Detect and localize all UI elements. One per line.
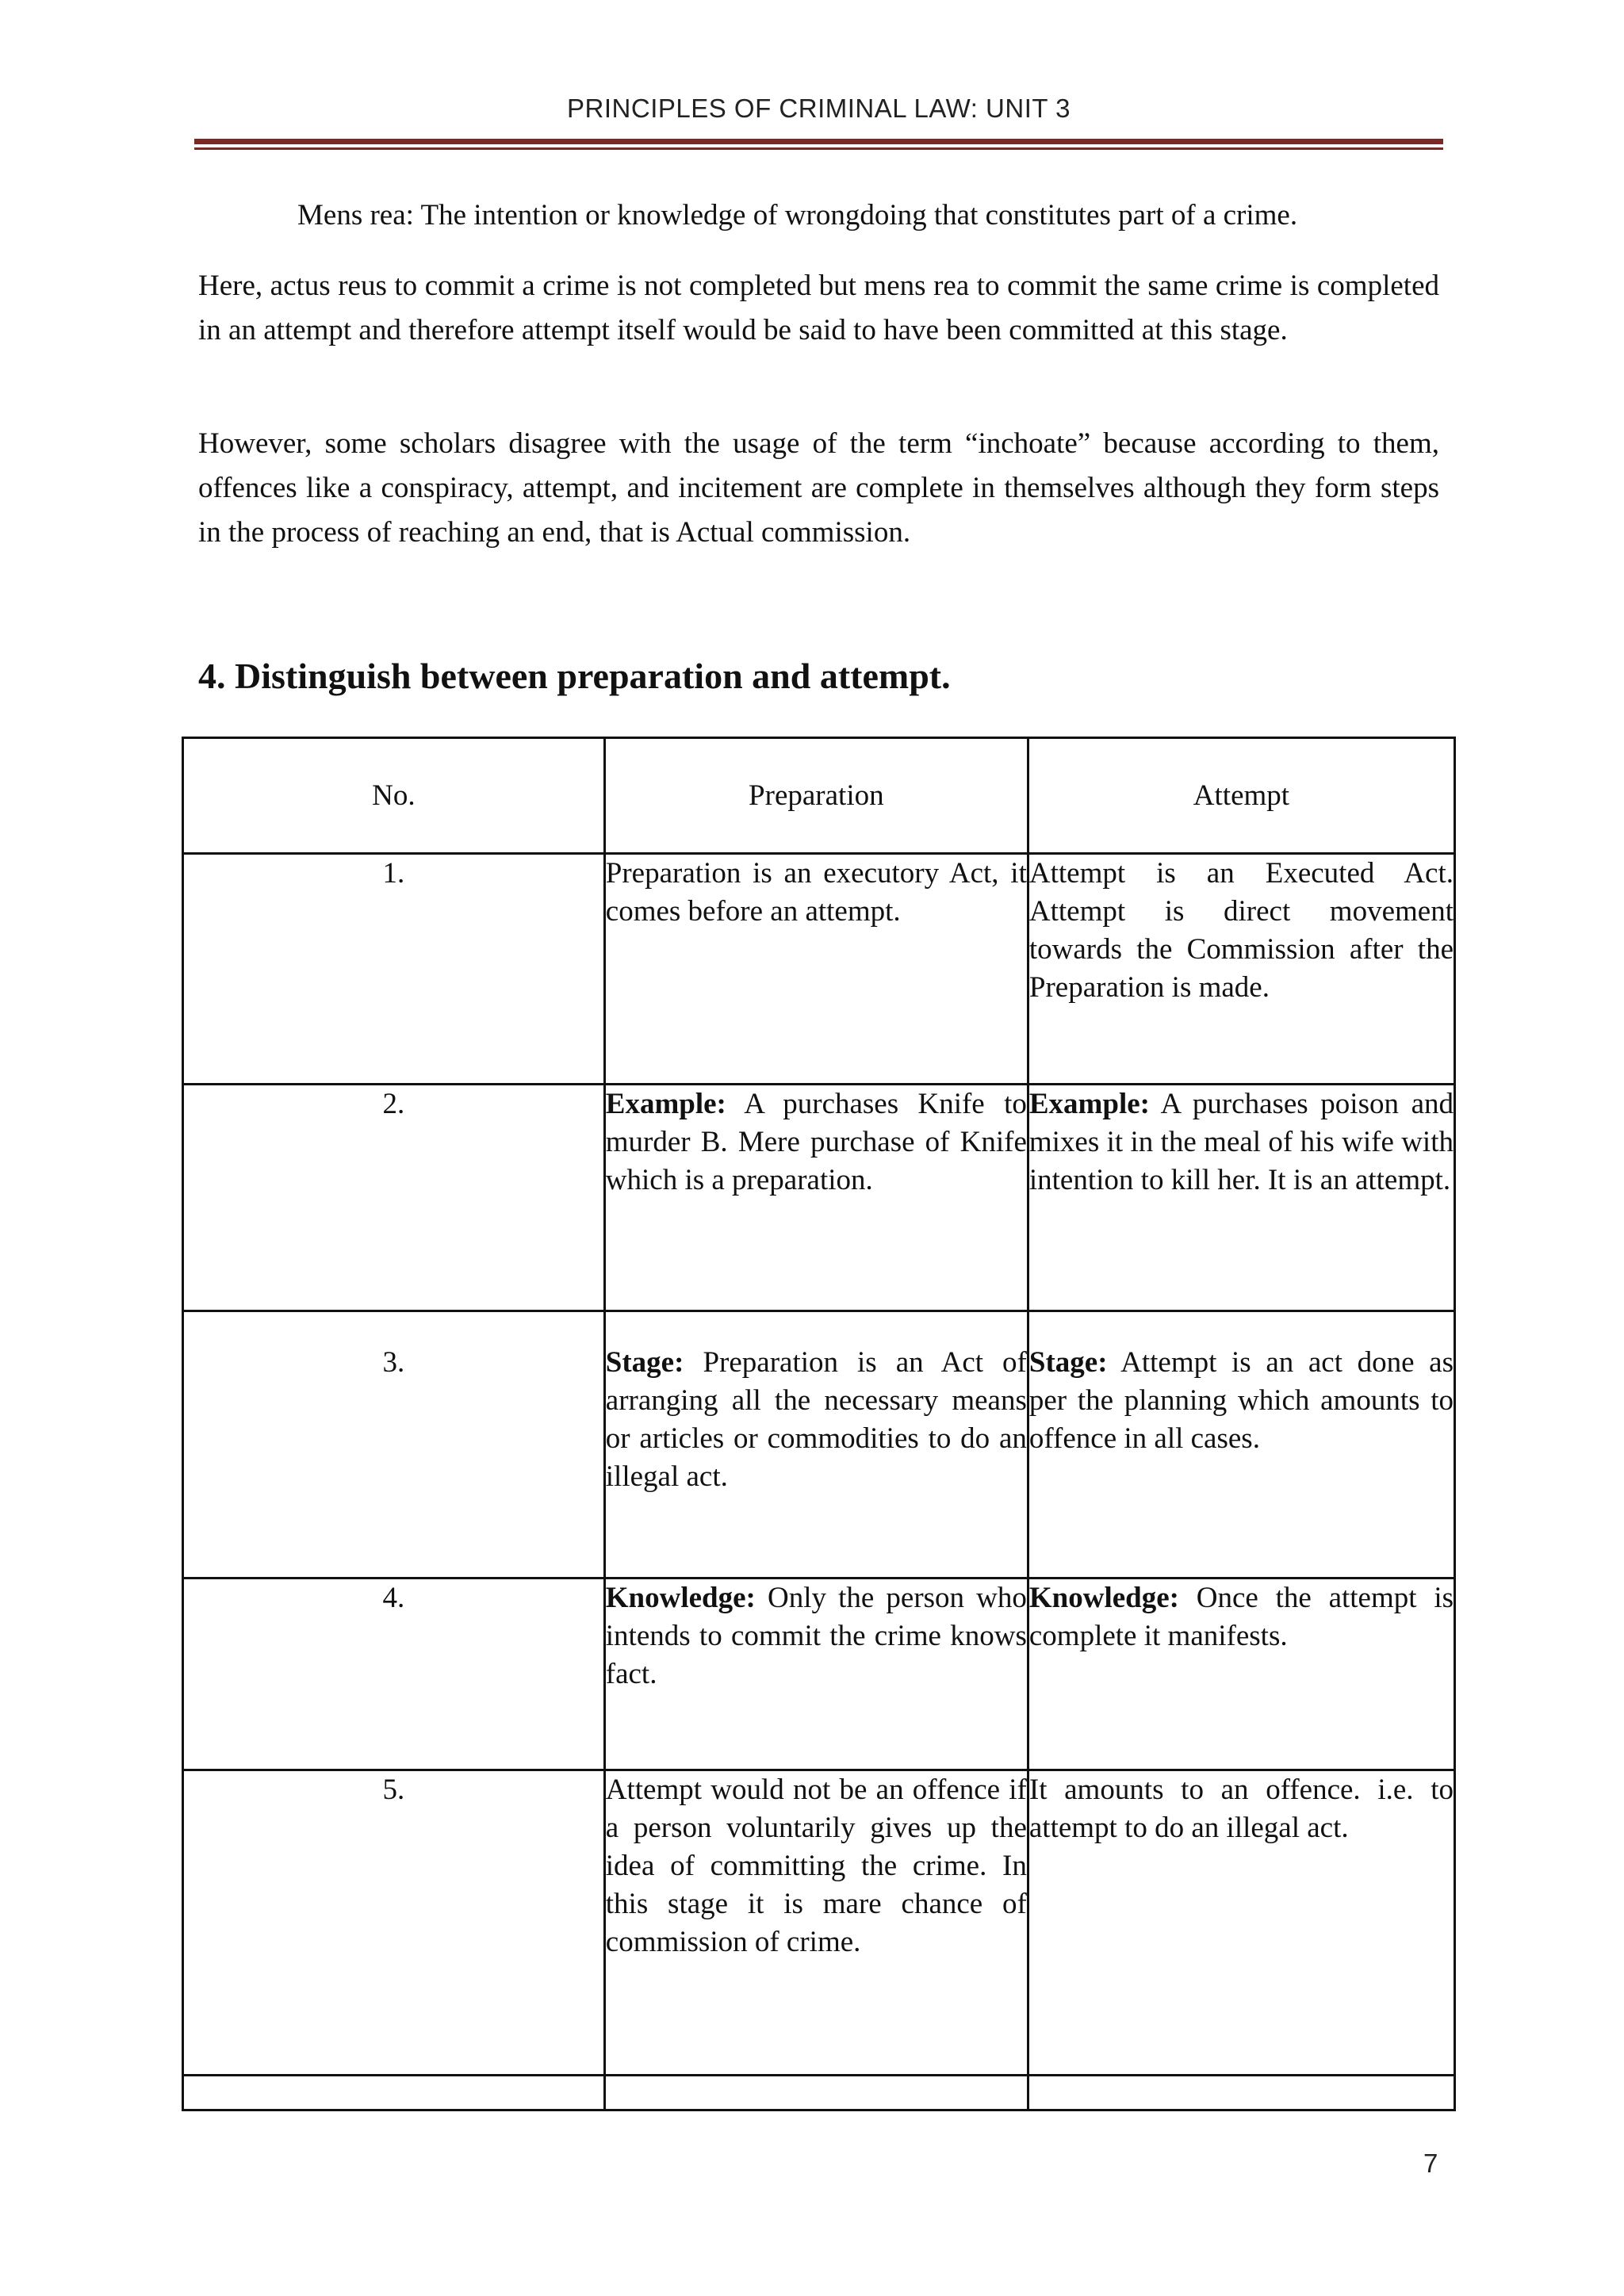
attempt-label: Example: [1028,1088,1150,1120]
preparation-cell [604,1311,1028,1578]
empty-cell [183,2076,605,2110]
attempt-cell [1028,1578,1454,1770]
table-row [183,1770,1455,2076]
header-rule-thin [194,147,1443,150]
attempt-cell [1028,1085,1454,1311]
preparation-text: Attempt would not be an offence if a person voluntarily gives up the idea of committing the crime. In this stage it is mare chance of commission of crime. [605,1774,1027,1958]
paragraph-mens-rea: Mens rea: The intention or knowledge of wrongdoing that constitutes part of a crime. [297,199,1298,232]
row-number: 2. [183,1085,605,1311]
preparation-label: Stage: [605,1346,684,1379]
preparation-cell [604,1770,1028,2076]
preparation-cell [604,854,1028,1085]
attempt-cell [1028,854,1454,1085]
section-heading: 4. Distinguish between preparation and attempt. [198,656,951,696]
attempt-text: Once the attempt is complete it manifests. [1028,1582,1454,1652]
preparation-label: Example: [605,1088,726,1120]
table-row [183,1578,1455,1770]
paragraph-actus-reus: Here, actus reus to commit a crime is not completed but mens rea to commit the same crime is completed in an attempt and therefore attempt itself would be said to have been committed at this stage. [198,270,1439,346]
row-number: 4. [183,1578,605,1770]
preparation-cell [604,1578,1028,1770]
header-rule-thick [194,139,1443,144]
header-attempt: Attempt [1028,738,1454,854]
row-number: 3. [183,1311,605,1578]
attempt-text: A purchases poison and mixes it in the meal of his wife with intention to kill her. It is an attempt. [1028,1088,1454,1196]
row-number: 1. [183,854,605,1085]
header-preparation: Preparation [604,738,1028,854]
preparation-text: Preparation is an executory Act, it comes before an attempt. [605,857,1027,928]
page-number: 7 [1423,2149,1438,2178]
empty-cell [604,2076,1028,2110]
row-number: 5. [183,1770,605,2076]
empty-cell [1028,2076,1454,2110]
table-row [183,854,1455,1085]
attempt-label: Stage: [1028,1346,1108,1379]
table-header-row [183,738,1455,854]
paragraph-inchoate: However, some scholars disagree with the usage of the term “inchoate” because according to them, offences like a conspiracy, attempt, and incitement are complete in themselves although they form steps in the process of reaching an end, that is Actual commission. [198,427,1439,549]
preparation-cell [604,1085,1028,1311]
preparation-label: Knowledge: [605,1582,756,1614]
table-row [183,1085,1455,1311]
attempt-text: Attempt is an act done as per the planning which amounts to offence in all cases. [1028,1346,1454,1455]
table-row [183,1311,1455,1578]
comparison-table [182,737,1456,2111]
attempt-label: Knowledge: [1028,1582,1179,1614]
attempt-text: Attempt is an Executed Act. Attempt is direct movement towards the Commission after the Preparation is made. [1028,857,1454,1004]
preparation-text: Only the person who intends to commit the crime knows fact. [605,1582,1027,1690]
page-header-title: PRINCIPLES OF CRIMINAL LAW: UNIT 3 [567,94,1071,123]
attempt-cell [1028,1311,1454,1578]
preparation-text: Preparation is an Act of arranging all the necessary means or articles or commodities to do an illegal act. [605,1346,1027,1493]
table-row-empty [183,2076,1455,2110]
attempt-text: It amounts to an offence. i.e. to attempt to do an illegal act. [1028,1774,1454,1844]
attempt-cell [1028,1770,1454,2076]
header-no: No. [183,738,605,854]
preparation-text: A purchases Knife to murder B. Mere purchase of Knife which is a preparation. [605,1088,1027,1196]
